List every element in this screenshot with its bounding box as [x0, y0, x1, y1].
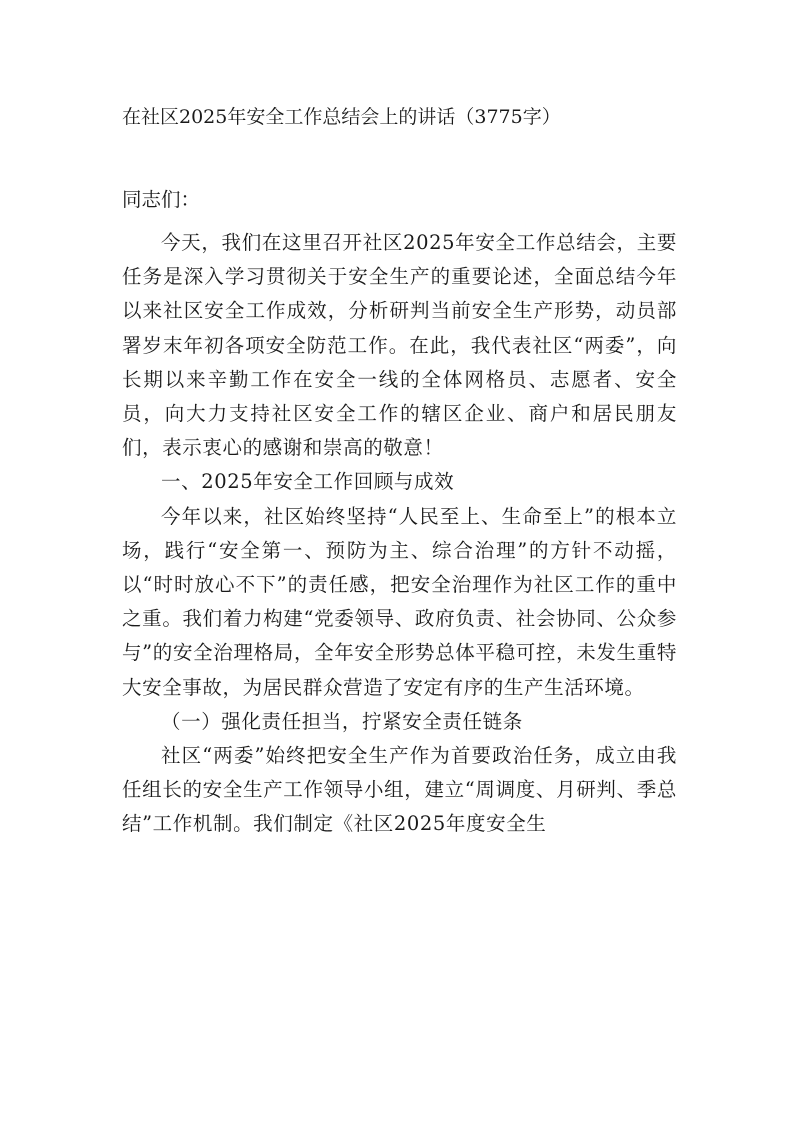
paragraph-responsibility: 社区“两委”始终把安全生产作为首要政治任务，成立由我任组长的安全生产工作领导小组，建立“周调度、月研判、季总结”工作机制。我们制定《社区2025年度安全生 [122, 744, 677, 836]
salutation: 同志们： [122, 188, 201, 211]
document-body [122, 226, 677, 842]
paragraph-review: 今年以来，社区始终坚持“人民至上、生命至上”的根本立场，践行“安全第一、预防为主、综合治理”的方针不动摇，以“时时放心不下”的责任感，把安全治理作为社区工作的重中之重。我们着力构建“党委领导、政府负责、社会协同、公众参与”的安全治理格局，全年安全形势总体平稳可控，未发生重特大安全事故，为居民群众营造了安定有序的生产生活环境。 [122, 504, 677, 699]
section-heading-review: 一、2025年安全工作回顾与成效 [161, 470, 455, 494]
document-title: 在社区2025年安全工作总结会上的讲话（3775字） [122, 106, 561, 128]
paragraph-opening: 今天，我们在这里召开社区2025年安全工作总结会，主要任务是深入学习贯彻关于安全生产的重要论述，全面总结今年以来社区安全工作成效，分析研判当前安全生产形势，动员部署岁末年初各项安全防范工作。在此，我代表社区“两委”，向长期以来辛勤工作在安全一线的全体网格员、志愿者、安全员，向大力支持社区安全工作的辖区企业、商户和居民朋友们，表示衷心的感谢和崇高的敬意！ [122, 231, 677, 460]
subsection-heading-responsibility: （一）强化责任担当，拧紧安全责任链条 [161, 709, 523, 733]
